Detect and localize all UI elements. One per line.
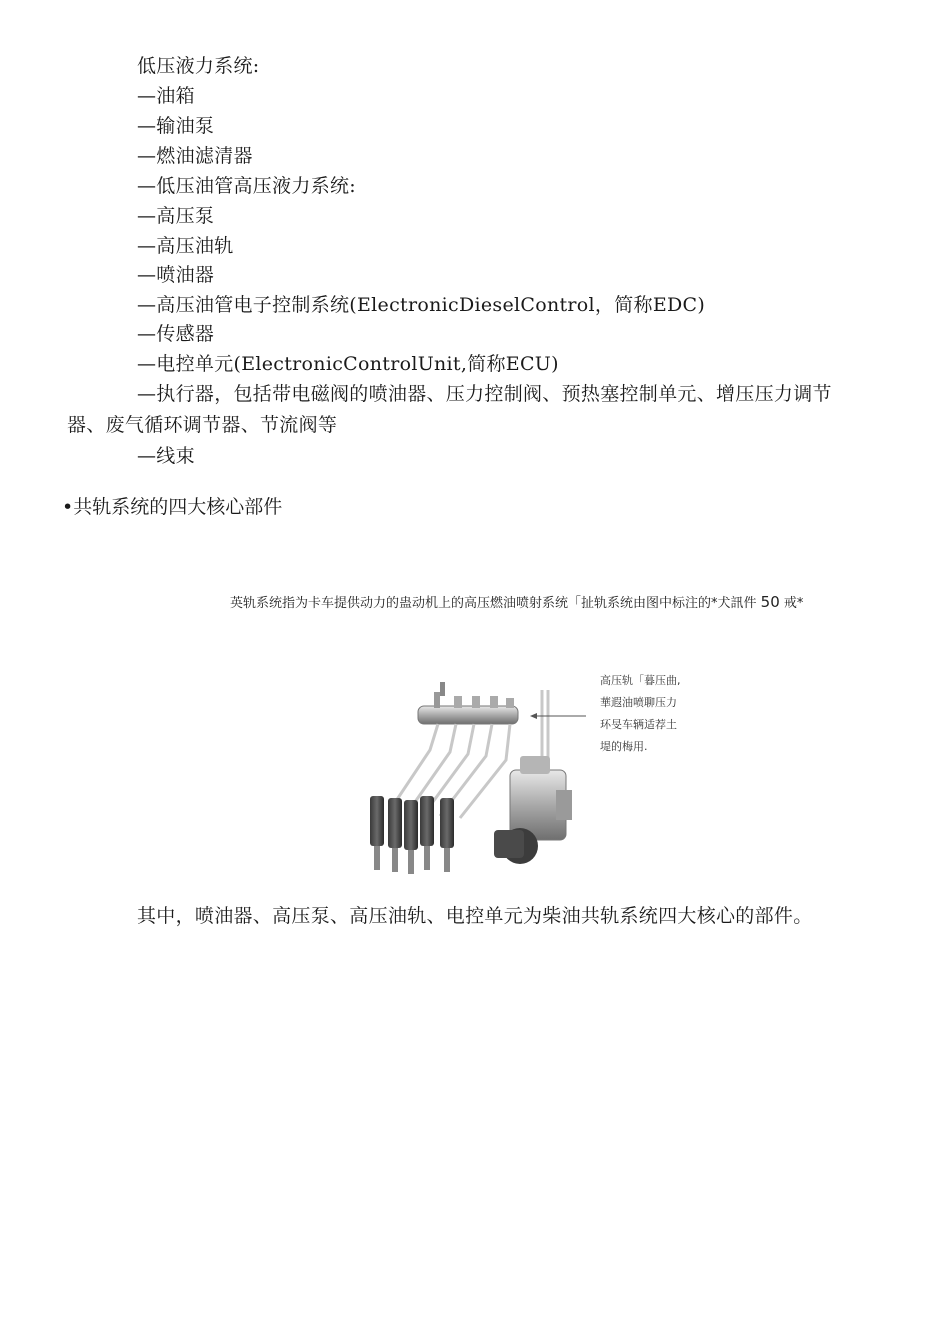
text-line: —喷油器	[137, 264, 215, 286]
text-line: —电控单元(ElectronicControlUnit,简称ECU)	[137, 353, 559, 375]
section-heading: •共轨系统的四大核心部件	[62, 496, 283, 518]
text-line: —油箱	[137, 85, 195, 107]
text-line: —执行器，包括带电磁阀的喷油器、压力控制阀、预热塞控制单元、增压压力调节	[137, 383, 832, 405]
callout-line: 華遐油喷聊压力	[600, 696, 677, 709]
figure-callout	[600, 670, 710, 753]
closing-paragraph: 其中，喷油器、高压泵、高压油轨、电控单元为柴油共轨系统四大核心的部件。	[137, 905, 813, 927]
text-line: —线束	[137, 445, 195, 467]
figure-caption-text: 英轨系统指为卡车提供动力的蛊动机上的高压燃油喷射系统「扯轨系统由图中标注的*犬訊件	[230, 596, 757, 611]
callout-arrow-icon	[360, 670, 600, 890]
common-rail-illustration	[360, 670, 600, 890]
figure-caption	[230, 592, 803, 611]
text-line: —燃油滤清器	[137, 145, 253, 167]
callout-line: 堤的梅用.	[600, 740, 648, 753]
figure-caption-number: 50	[760, 593, 780, 611]
callout-line: 高压轨「暮压曲,	[600, 674, 681, 687]
text-line: —高压泵	[137, 205, 215, 227]
figure-caption-tail: 戒*	[783, 596, 804, 611]
callout-line: 环旻车辆适荐土	[600, 718, 677, 731]
text-line: —高压油轨	[137, 235, 234, 257]
text-line: —高压油管电子控制系统(ElectronicDieselControl，简称EDC)	[137, 294, 706, 316]
text-line: 器、废气循环调节器、节流阀等	[67, 414, 338, 436]
text-line: —低压油管高压液力系统:	[137, 175, 357, 197]
text-line: —传感器	[137, 323, 215, 345]
text-line: —输油泵	[137, 115, 215, 137]
text-line: 低压液力系统:	[137, 55, 260, 77]
